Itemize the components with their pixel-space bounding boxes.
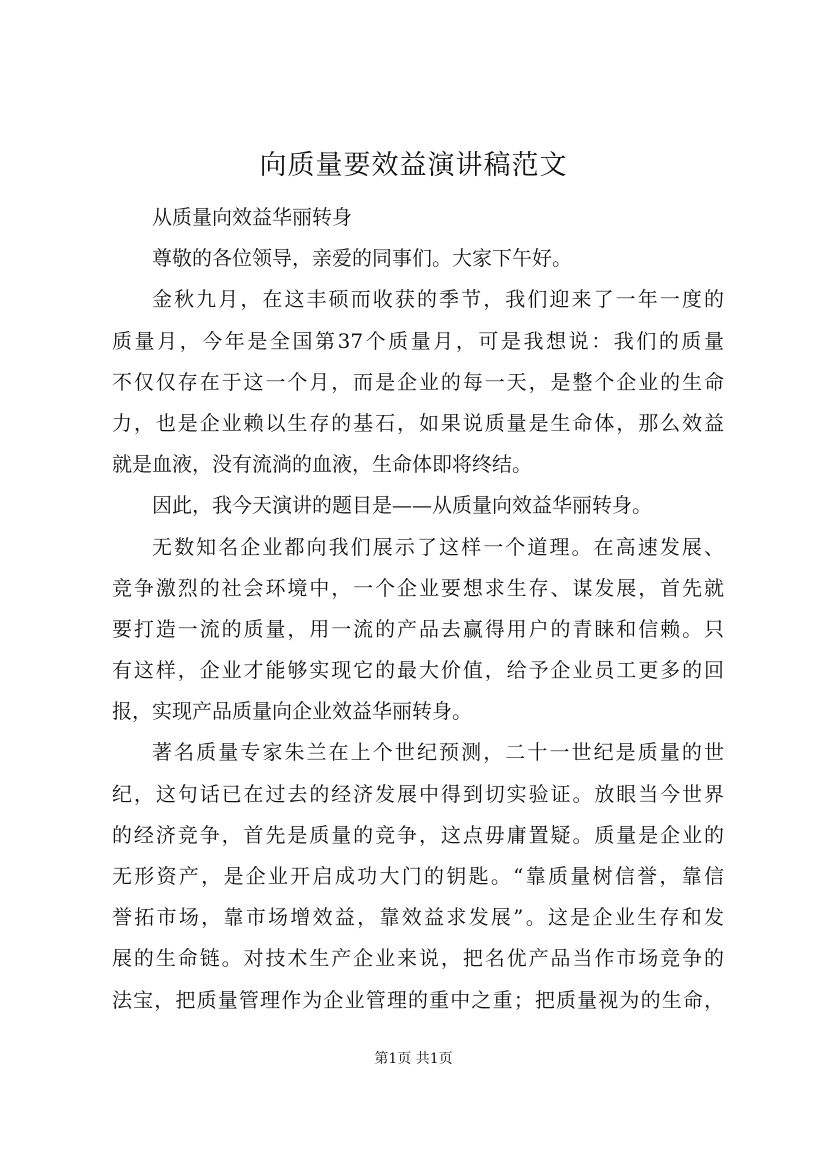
body-line: 从质量向效益华丽转身 [152, 205, 352, 229]
body-line: 不仅仅存在于这一个月，而是企业的每一天，是整个企业的生命 [112, 369, 724, 394]
page-number-footer: 第1页 共1页 [374, 1051, 453, 1067]
body-line: 就是血液，没有流淌的血液，生命体即将终结。 [112, 452, 532, 477]
body-line: 纪，这句话已在过去的经济发展中得到切实验证。放眼当今世界 [112, 781, 724, 806]
body-line: 无数知名企业都向我们展示了这样一个道理。在高速发展、 [152, 534, 724, 559]
document-body [112, 197, 724, 1021]
body-line: 尊敬的各位领导，亲爱的同事们。大家下午好。 [152, 246, 572, 271]
body-line: 因此，我今天演讲的题目是——从质量向效益华丽转身。 [152, 493, 652, 518]
body-line: 有这样，企业才能够实现它的最大价值，给予企业员工更多的回 [112, 658, 724, 683]
document-title: 向质量要效益演讲稿范文 [259, 150, 568, 181]
body-line: 展的生命链。对技术生产企业来说，把名优产品当作市场竞争的 [112, 946, 724, 971]
body-line: 誉拓市场，靠市场增效益，靠效益求发展”。这是企业生存和发 [112, 905, 724, 930]
body-line: 法宝，把质量管理作为企业管理的重中之重；把质量视为的生命， [112, 987, 724, 1012]
body-line: 要打造一流的质量，用一流的产品去赢得用户的青睐和信赖。只 [112, 616, 724, 641]
body-line: 报，实现产品质量向企业效益华丽转身。 [112, 699, 472, 724]
body-line: 著名质量专家朱兰在上个世纪预测，二十一世纪是质量的世 [152, 740, 724, 765]
body-line: 的经济竞争，首先是质量的竞争，这点毋庸置疑。质量是企业的 [112, 822, 724, 847]
body-line: 质量月，今年是全国第37个质量月，可是我想说：我们的质量 [112, 328, 724, 353]
body-line: 力，也是企业赖以生存的基石，如果说质量是生命体，那么效益 [112, 410, 724, 435]
body-line: 无形资产，是企业开启成功大门的钥匙。“靠质量树信誉，靠信 [112, 864, 724, 888]
body-line: 金秋九月，在这丰硕而收获的季节，我们迎来了一年一度的 [152, 287, 724, 312]
body-line: 竞争激烈的社会环境中，一个企业要想求生存、谋发展，首先就 [112, 575, 724, 600]
